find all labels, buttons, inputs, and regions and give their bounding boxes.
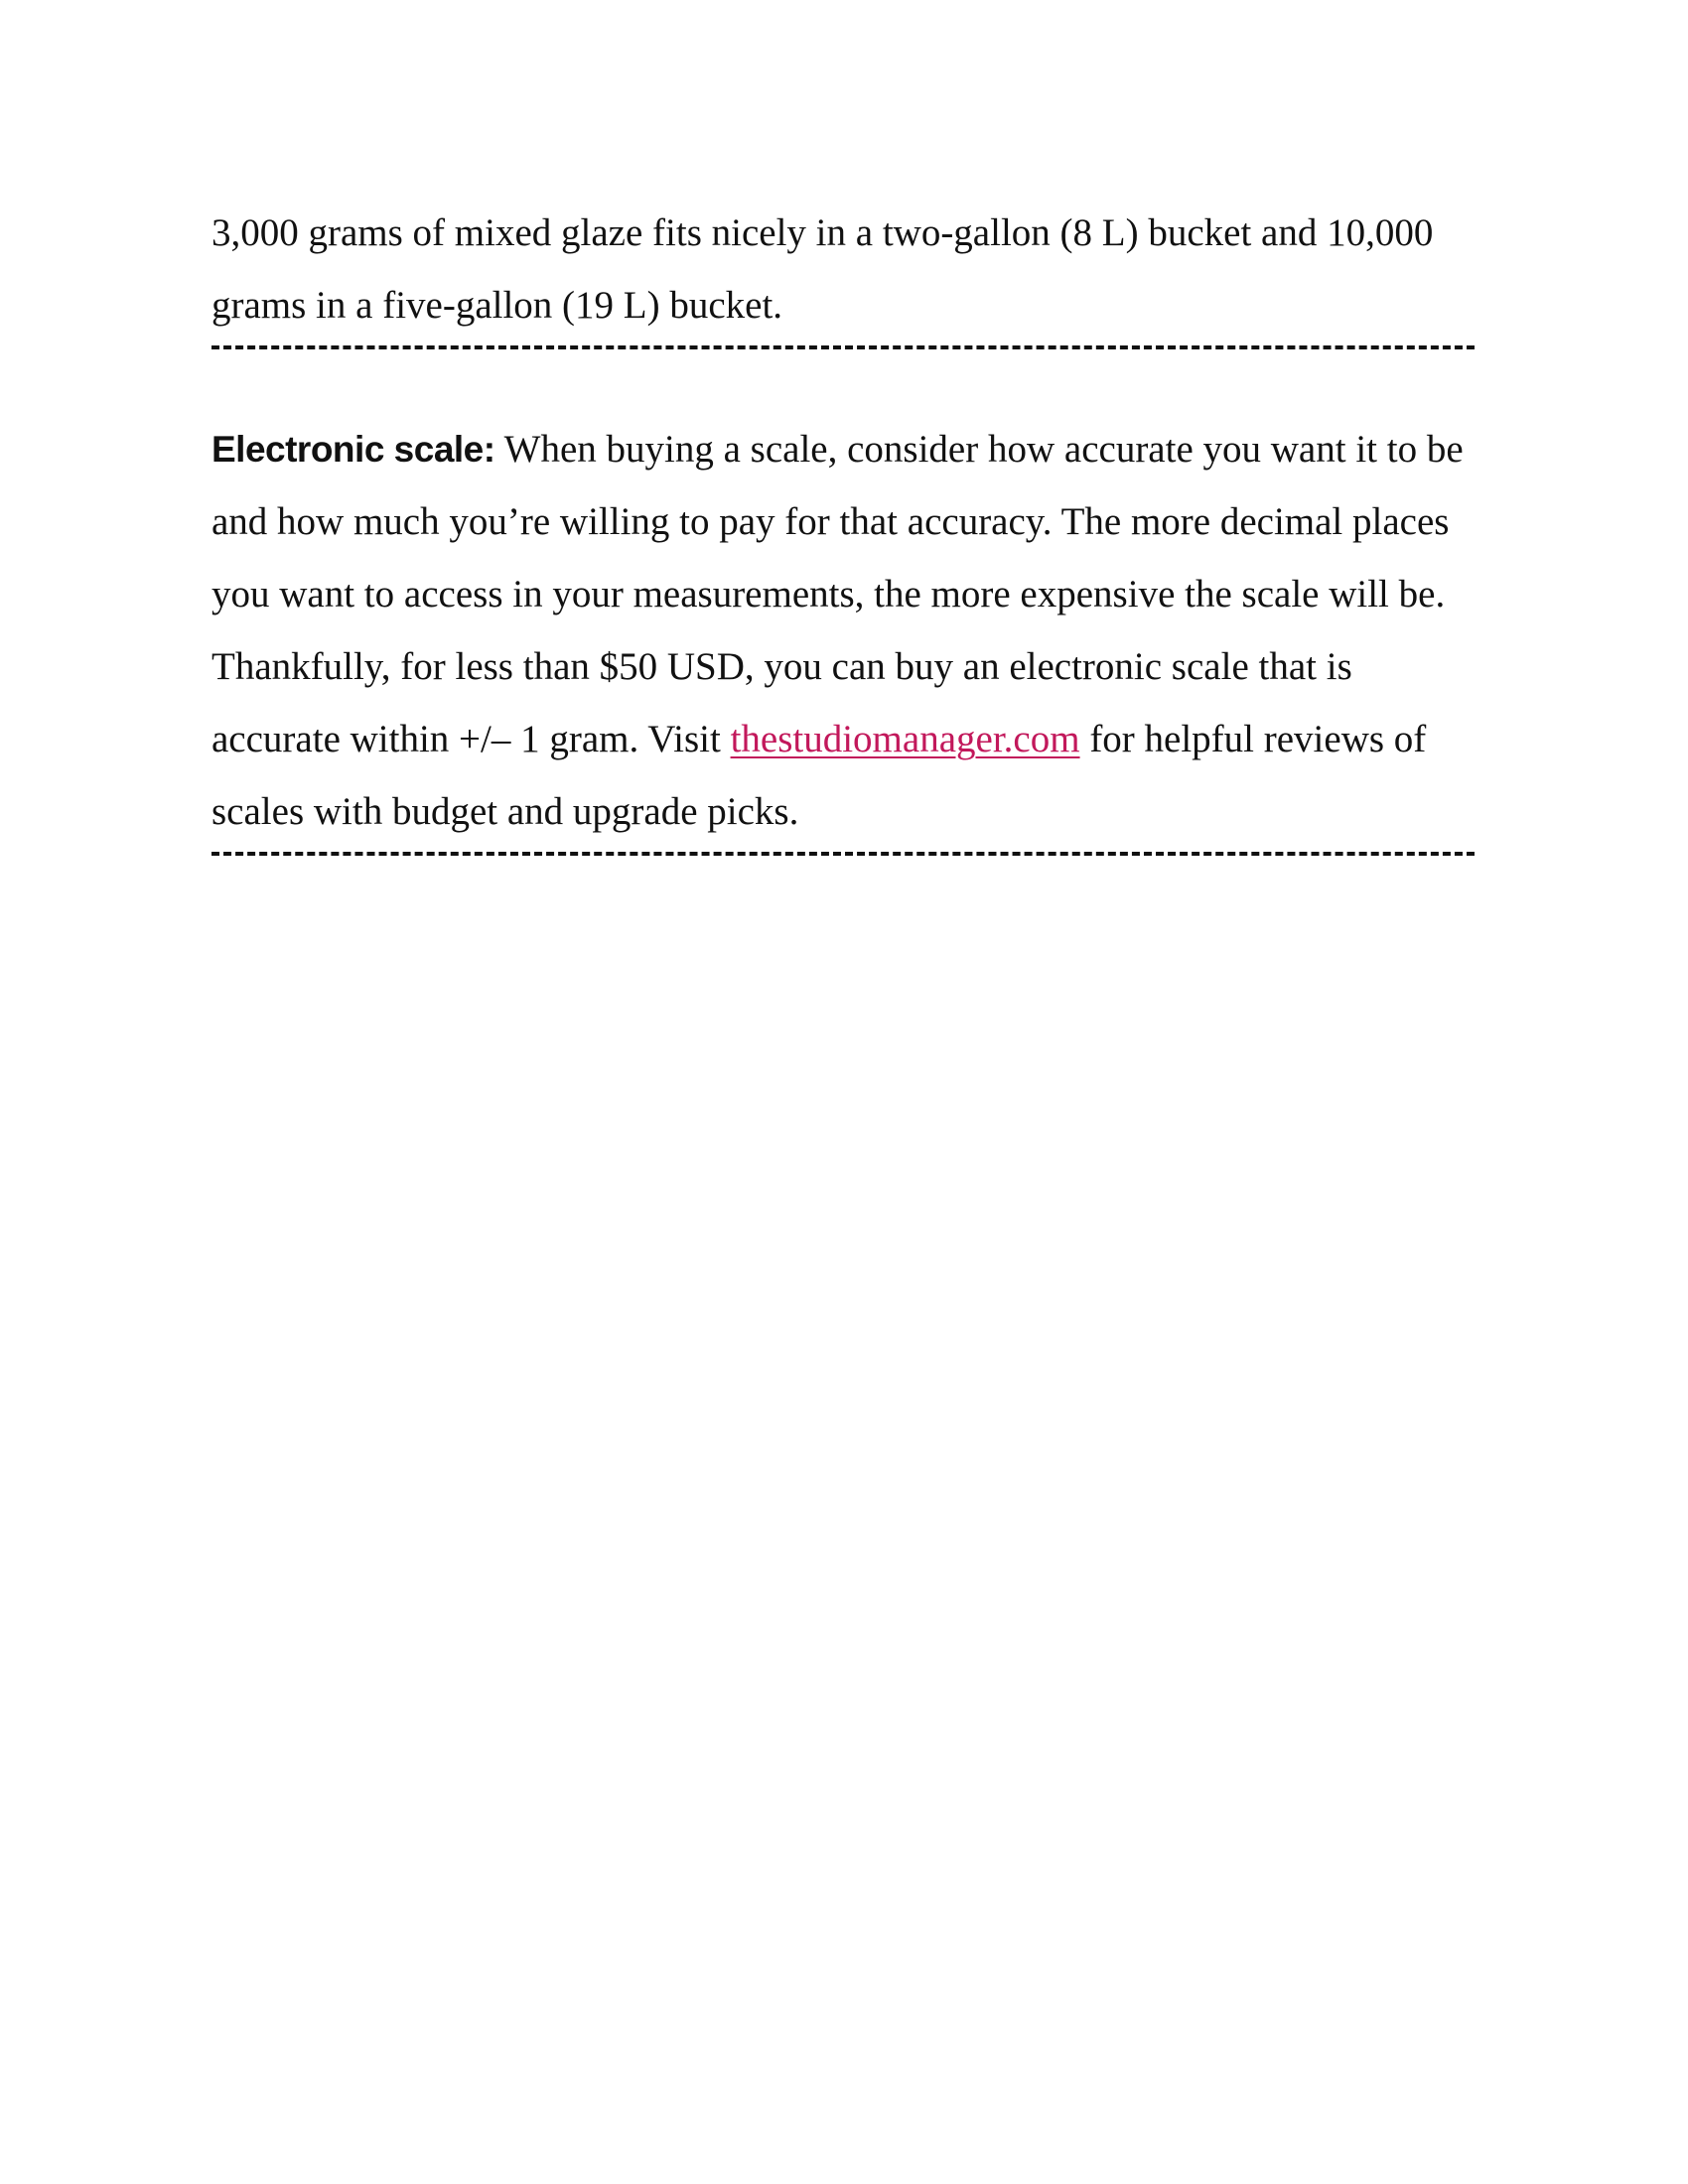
page-content — [211, 197, 1482, 856]
electronic-scale-paragraph — [211, 413, 1482, 848]
scale-text-before-link: When buying a scale, consider how accurate you want it to be and how much you’re willing to pay for that accuracy. The more decimal places you want to access in your measurements, the more expensive the scale will be. Thankfully, for less than $50 USD, you can buy an electronic scale that is accurate within +/– 1 gram. Visit — [211, 428, 1464, 760]
intro-paragraph: 3,000 grams of mixed glaze fits nicely in a two-gallon (8 L) bucket and 10,000 grams in a five-gallon (19 L) bucket. — [211, 211, 1434, 327]
dashed-divider-top — [211, 345, 1475, 349]
dashed-divider-bottom — [211, 852, 1475, 856]
scale-text-after-link: for helpful reviews of scales with budget and upgrade picks. — [211, 718, 1427, 833]
electronic-scale-label: Electronic scale: — [211, 429, 495, 470]
studio-manager-link[interactable]: thestudiomanager.com — [730, 718, 1080, 760]
